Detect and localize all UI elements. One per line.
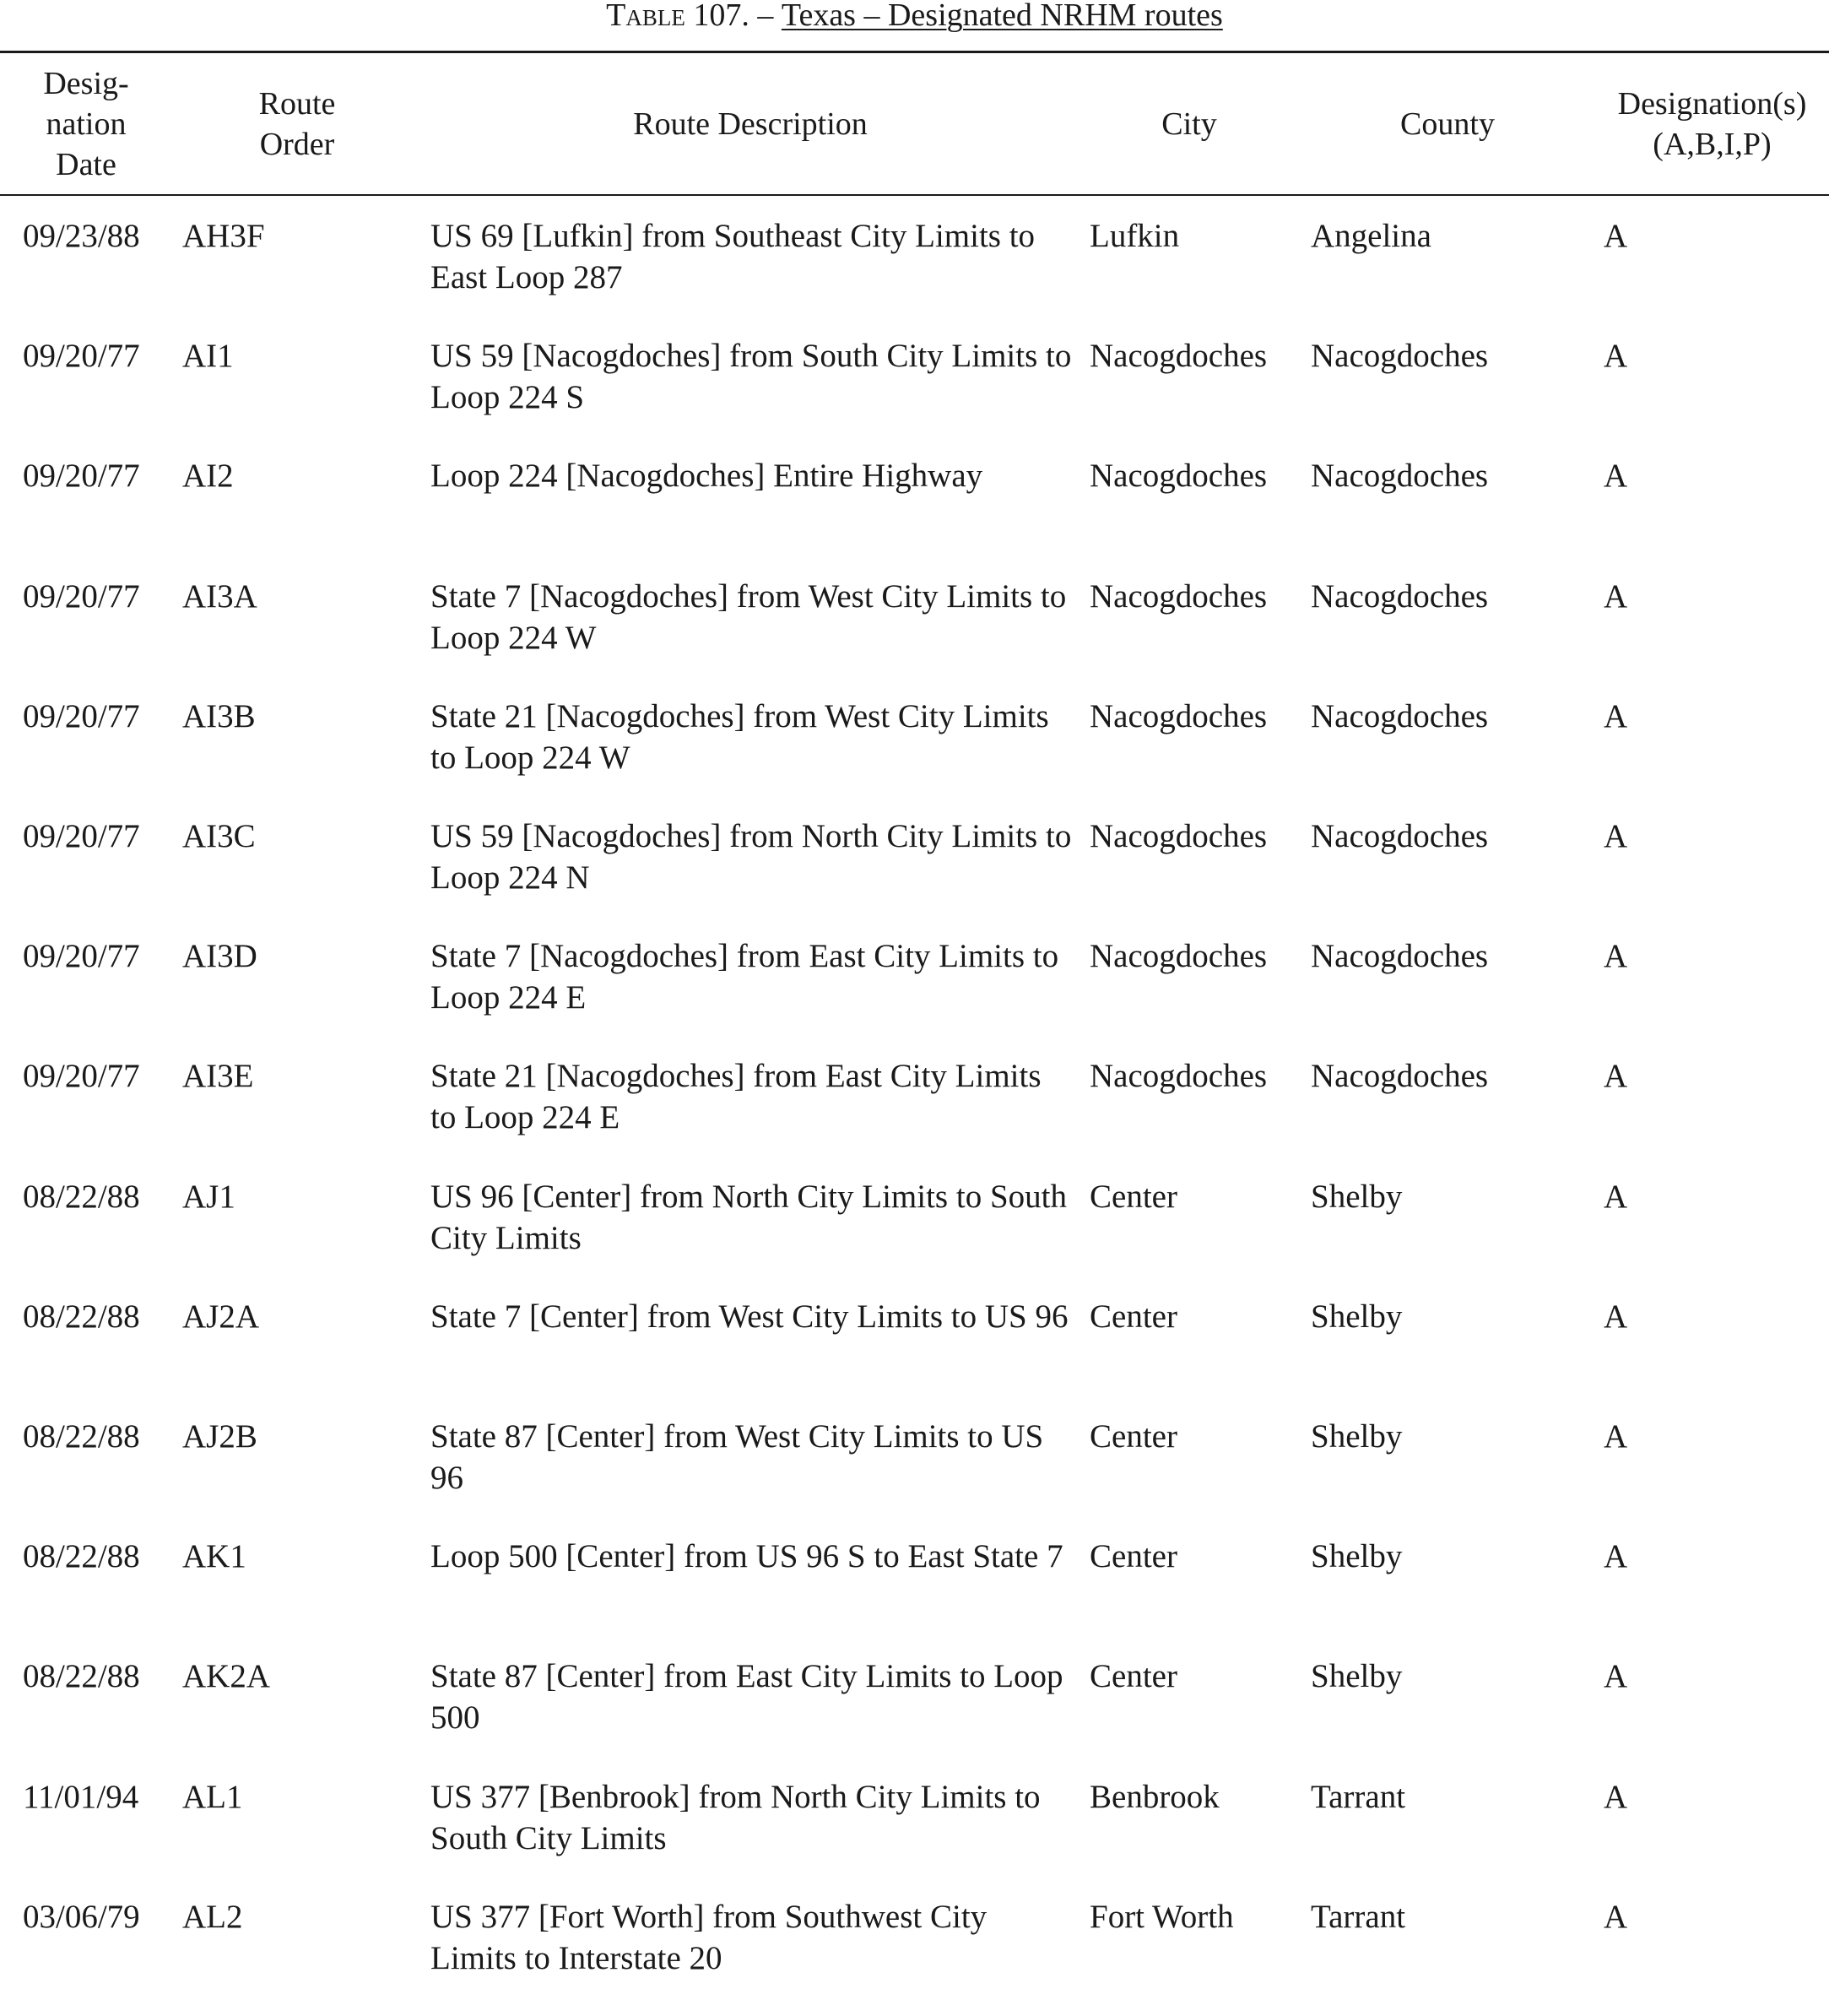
cell-route-order: AI3A	[182, 578, 257, 615]
cell-designation: A	[1604, 1179, 1628, 1215]
cell-city: Nacogdoches	[1090, 698, 1268, 734]
table-row	[0, 1776, 1829, 1896]
table-caption	[0, 0, 1829, 32]
cell-designation: A	[1604, 1058, 1628, 1094]
table-row	[0, 576, 1829, 696]
cell-county: Nacogdoches	[1311, 338, 1489, 374]
cell-route-order: AK2A	[182, 1658, 270, 1694]
cell-date: 09/20/77	[23, 938, 140, 974]
cell-city: Nacogdoches	[1090, 938, 1268, 974]
cell-route-description: State 21 [Nacogdoches] from East City Limits to Loop 224 E	[430, 1058, 1042, 1135]
cell-route-description: State 7 [Nacogdoches] from West City Limits to Loop 224 W	[430, 578, 1067, 656]
cell-designation: A	[1604, 1538, 1628, 1574]
cell-designation: A	[1604, 818, 1628, 854]
table-row	[0, 1296, 1829, 1416]
cell-date: 09/20/77	[23, 578, 140, 615]
cell-route-order: AJ2B	[182, 1418, 257, 1455]
cell-route-description: State 21 [Nacogdoches] from West City Limits to Loop 224 W	[430, 698, 1049, 776]
cell-designation: A	[1604, 218, 1628, 254]
cell-route-order: AH3F	[182, 218, 265, 254]
cell-date: 08/22/88	[23, 1179, 140, 1215]
cell-county: Nacogdoches	[1311, 938, 1489, 974]
cell-county: Nacogdoches	[1311, 578, 1489, 615]
cell-route-order: AL1	[182, 1779, 243, 1815]
cell-designation: A	[1604, 938, 1628, 974]
column-header-city: City	[1161, 106, 1217, 142]
table-number: Table 107. –	[606, 0, 782, 33]
cell-city: Fort Worth	[1090, 1899, 1234, 1935]
cell-designation: A	[1604, 698, 1628, 734]
cell-city: Nacogdoches	[1090, 338, 1268, 374]
table-row	[0, 935, 1829, 1055]
cell-county: Shelby	[1311, 1418, 1403, 1455]
cell-city: Benbrook	[1090, 1779, 1220, 1815]
column-header-county: County	[1400, 106, 1495, 142]
cell-date: 09/20/77	[23, 458, 140, 494]
cell-designation: A	[1604, 578, 1628, 615]
cell-route-description: US 377 [Benbrook] from North City Limits to South City Limits	[430, 1779, 1041, 1856]
cell-date: 09/20/77	[23, 338, 140, 374]
table-row	[0, 816, 1829, 935]
cell-route-description: State 87 [Center] from West City Limits to US 96	[430, 1418, 1044, 1496]
cell-route-description: US 377 [Fort Worth] from Southwest City Limits to Interstate 20	[430, 1899, 988, 1976]
cell-county: Tarrant	[1311, 1899, 1406, 1935]
cell-date: 03/06/79	[23, 1899, 140, 1935]
table-row	[0, 1656, 1829, 1775]
column-header-designation-date: Desig- nation Date	[43, 66, 129, 182]
table-title: Texas – Designated NRHM routes	[781, 0, 1223, 33]
cell-city: Center	[1090, 1658, 1177, 1694]
cell-county: Shelby	[1311, 1658, 1403, 1694]
top-rule	[0, 51, 1829, 53]
table-row	[0, 1416, 1829, 1536]
cell-county: Angelina	[1311, 218, 1431, 254]
cell-city: Nacogdoches	[1090, 578, 1268, 615]
cell-route-order: AJ1	[182, 1179, 235, 1215]
cell-route-description: Loop 500 [Center] from US 96 S to East State 7	[430, 1538, 1063, 1574]
cell-city: Center	[1090, 1418, 1177, 1455]
column-header-route-order: Route Order	[258, 86, 336, 162]
cell-county: Nacogdoches	[1311, 698, 1489, 734]
cell-route-order: AI3D	[182, 938, 257, 974]
cell-city: Center	[1090, 1538, 1177, 1574]
cell-route-description: US 59 [Nacogdoches] from North City Limits to Loop 224 N	[430, 818, 1072, 896]
cell-route-description: US 59 [Nacogdoches] from South City Limits to Loop 224 S	[430, 338, 1072, 415]
cell-designation: A	[1604, 458, 1628, 494]
table-row	[0, 455, 1829, 575]
cell-county: Shelby	[1311, 1538, 1403, 1574]
cell-route-order: AI2	[182, 458, 234, 494]
cell-city: Nacogdoches	[1090, 818, 1268, 854]
cell-county: Nacogdoches	[1311, 818, 1489, 854]
cell-designation: A	[1604, 1779, 1628, 1815]
cell-county: Nacogdoches	[1311, 1058, 1489, 1094]
cell-route-description: US 96 [Center] from North City Limits to South City Limits	[430, 1179, 1067, 1256]
cell-date: 09/20/77	[23, 1058, 140, 1094]
cell-route-order: AI1	[182, 338, 234, 374]
cell-designation: A	[1604, 1658, 1628, 1694]
cell-city: Lufkin	[1090, 218, 1180, 254]
cell-route-description: State 87 [Center] from East City Limits to Loop 500	[430, 1658, 1063, 1736]
cell-route-order: AI3C	[182, 818, 256, 854]
table-row	[0, 215, 1829, 335]
cell-date: 08/22/88	[23, 1418, 140, 1455]
cell-date: 08/22/88	[23, 1538, 140, 1574]
cell-date: 08/22/88	[23, 1658, 140, 1694]
cell-route-description: Loop 224 [Nacogdoches] Entire Highway	[430, 458, 983, 494]
cell-route-order: AI3E	[182, 1058, 254, 1094]
cell-city: Nacogdoches	[1090, 1058, 1268, 1094]
cell-route-order: AL2	[182, 1899, 243, 1935]
cell-date: 09/20/77	[23, 698, 140, 734]
table-row	[0, 1896, 1829, 2016]
cell-route-order: AJ2A	[182, 1298, 260, 1335]
cell-date: 08/22/88	[23, 1298, 140, 1335]
cell-route-description: US 69 [Lufkin] from Southeast City Limits to East Loop 287	[430, 218, 1036, 295]
cell-route-description: State 7 [Nacogdoches] from East City Limits to Loop 224 E	[430, 938, 1059, 1016]
cell-county: Tarrant	[1311, 1779, 1406, 1815]
cell-date: 11/01/94	[23, 1779, 139, 1815]
column-header-route-description: Route Description	[633, 106, 868, 142]
cell-designation: A	[1604, 1418, 1628, 1455]
cell-county: Shelby	[1311, 1298, 1403, 1335]
cell-date: 09/20/77	[23, 818, 140, 854]
table-row	[0, 696, 1829, 816]
cell-designation: A	[1604, 1899, 1628, 1935]
cell-city: Center	[1090, 1179, 1177, 1215]
cell-date: 09/23/88	[23, 218, 140, 254]
cell-designation: A	[1604, 1298, 1628, 1335]
cell-county: Nacogdoches	[1311, 458, 1489, 494]
table-row	[0, 1536, 1829, 1656]
cell-county: Shelby	[1311, 1179, 1403, 1215]
cell-city: Nacogdoches	[1090, 458, 1268, 494]
cell-designation: A	[1604, 338, 1628, 374]
cell-route-order: AI3B	[182, 698, 256, 734]
table-row	[0, 1176, 1829, 1296]
cell-route-description: State 7 [Center] from West City Limits to US 96	[430, 1298, 1069, 1335]
cell-route-order: AK1	[182, 1538, 246, 1574]
cell-city: Center	[1090, 1298, 1177, 1335]
header-rule	[0, 194, 1829, 196]
table-row	[0, 335, 1829, 455]
table-row	[0, 1055, 1829, 1175]
column-header-designations: Designation(s) (A,B,I,P)	[1617, 86, 1807, 162]
